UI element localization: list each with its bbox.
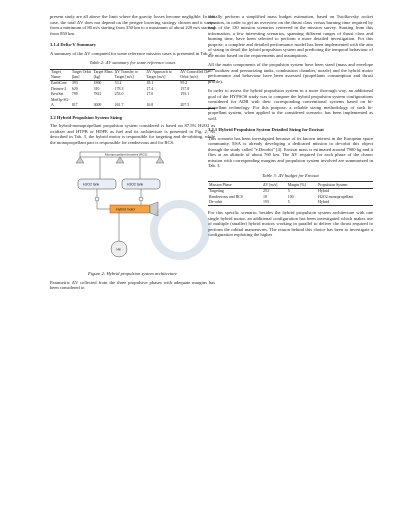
table-cell: Hybrid [317,200,373,206]
table-3-header: Propulsion System [317,182,373,189]
table-2-caption: Table 2: ΔV summary for some reference cases [89,60,176,65]
table-cell: 17.4 [146,86,154,91]
table-cell: 18.1 [146,81,154,86]
table-cell: 310 [93,86,100,91]
table-cell: Rendezvous and RCS [209,194,243,199]
architecture-diagram-svg [50,149,215,269]
table-row [208,200,373,206]
table-cell: 253.0 [114,92,124,97]
table-cell: Hybrid [318,189,330,194]
table-cell: MetOp-SG-A [51,97,70,107]
table-3-header: ΔV [m/s] [262,182,287,189]
table-2-header: ΔV Approach to Target [m/s] [145,69,179,80]
motor-label: Hybrid motor [116,207,136,212]
right-paragraph-5: For this specific scenario, besides the hybrid propulsion system architecture with one single hybrid motor, an additional configuration has been investigated which makes use of multiple (smaller) hybrid motors working in parallel to deliver the thrust required to perform the orbital manoeuvres. The reason behind this choice has been to investigate a configuration exploiting the higher [208,210,373,238]
figure-2-architecture-diagram [50,149,215,269]
table-row [50,97,215,108]
table-cell: 100 [287,194,294,199]
table-cell: 53.2 [114,81,122,86]
rcs-label: Monopropellant thrusters (RCS) [105,152,148,157]
section-heading-3-2-1: 3.2.1 Hybrid Propulsion System Detailed Sizing for Envisat [208,127,324,132]
table-cell: 790 [71,92,78,97]
table-cell: 3000 [93,97,114,108]
table-3-caption: Table 3: ΔV budget for Envisat [262,172,319,178]
table-cell: 5 [287,200,317,206]
table-cell: 1860 [93,81,102,86]
table-cell: EarthCare [51,81,67,86]
table-3-header: Margin [%] [287,182,317,189]
table-cell: 17.0 [146,92,154,97]
tank-1-label: H2O2 tank [83,182,100,187]
table-cell: 5 [287,189,290,194]
table-cell: 253 [263,189,269,194]
left-paragraph-2: A summary of the ΔV computed for some reference mission cases is presented in Tab. 2. [50,50,213,56]
left-paragraph-3: The hybrid-monopropellant propulsion system considered is based on 87.5% H2O2 as oxidizer and HTPB or HDPE as fuel and its architecture is presented in Fig. 2. As described in Tab. 3, the hybrid motor is responsible for targeting and de-orbiting, while the monopropellant part is responsible for rendezvous and for RCS. [50,123,215,145]
right-paragraph-1: initially perform a simplified mass budget estimation, based on Tsiolkovsky rocket equation, in order to get an overview on the thrust class versus burning time required by each of the 130 mission scenarios retrieved in the mission survey. Starting from this information, a few interesting scenarios, spanning different ranges of thrust class and burning time, have been selected to perform a more detailed investigation. For this purpose, a complete and detailed performance model has been implemented with the aim of sizing in detail the hybrid propulsion system and predicting the temporal behaviour of the motor based on the requirements and assumptions. [208,14,373,58]
table-3-header-row [208,182,373,189]
right-column [208,14,373,242]
table-2 [50,69,215,109]
right-paragraph-2: All the main components of the propulsion system have been sized (mass and envelope of: oxidizer and pressurizing tanks, combustion chamber, nozzle) and the hybrid motor performance and behaviour have been assessed (propellants consumption and thrust profile). [208,62,373,84]
table-2-header-row [50,69,215,80]
table-cell: 393 [71,81,78,86]
valve-icon [139,197,143,201]
valve-icon [95,197,99,201]
table-cell: 178.3 [114,86,124,91]
table-row [208,194,373,200]
table-3-header: Mission Phase [208,182,262,189]
table-3 [208,181,373,206]
table-cell: 7821 [93,92,102,97]
table-cell: 157.8 [180,86,190,91]
table-cell: 18 [263,194,267,199]
section-heading-3-2: 3.2 Hybrid Propulsion System Sizing [50,114,123,120]
left-paragraph-4: Parametric ΔV collected from the three propulsive phases with adequate margins has been considered to [50,279,215,291]
table-cell: 207.5 [179,97,215,108]
nozzle-icon [150,202,158,216]
table-cell: De-orbit [208,200,262,206]
table-2-header: ΔV Transfer to Target [m/s] [114,69,146,80]
thruster-icon [116,157,124,163]
table-cell: H2O2 monopropellant [318,194,354,199]
thruster-icon [76,157,84,163]
right-paragraph-3: In order to assess the hybrid propulsion system in a more thorough way, an additional goal of the HYPSOS study was to compare the hybrid propulsion system configurations considered for ADR with their corresponding conventional systems based on bi-propellant technology. For this purpose, a reliable sizing methodology of such bi-propellant system, when applied to the considered scenario, has been implemented as well. [208,88,373,121]
table-cell: 16.8 [145,97,179,108]
table-cell: 193 [262,200,287,206]
table-2-header: Target Name [50,69,71,80]
table-cell: 95.2 [180,81,188,86]
figure-2-caption: Figure 2: Hybrid propulsion system architecture [87,271,177,277]
section-heading-3-1-4: 3.1.4 Delta-V Summary [50,42,97,47]
table-2-header: ΔV Controlled De-Orbit [m/s] [179,69,215,80]
thruster-icon [156,157,164,163]
table-cell: Deimos-2 [51,86,67,91]
left-paragraph-1: present study are all above the limit where the gravity losses become negligible. In this case, the total ΔV does not depend on the perigee lowering strategy chosen and it varies from a minimum of 80 m/s starting from 350 km to a maximum of about 220 m/s starting from 850 km. [50,14,215,36]
table-cell: 193.1 [180,92,190,97]
table-cell: 620 [71,86,78,91]
table-2-header: Target Orbit [km] [71,70,91,79]
left-column [50,14,215,295]
table-2-header: Target Mass [kg] [93,70,113,79]
table-cell: 817 [71,97,93,108]
table-cell: EnviSat [51,92,64,97]
table-cell: Targeting [209,189,224,194]
helium-label: He [116,247,121,252]
table-cell: 261.7 [114,97,146,108]
tank-2-label: H2O2 tank [127,182,144,187]
right-paragraph-4: This scenario has been investigated because of its known interest in the European space community. ESA is already developing a dedicated mission to de-orbit this object through the study called "e.Deorbit" [4]. Envisat mass is estimated around 7900 kg and it flies at an altitude of about 760 km. The ΔV required for each phase of the chaser mission with corresponding margins and propulsion system involved are summarized in Tab. 3. [208,135,373,168]
